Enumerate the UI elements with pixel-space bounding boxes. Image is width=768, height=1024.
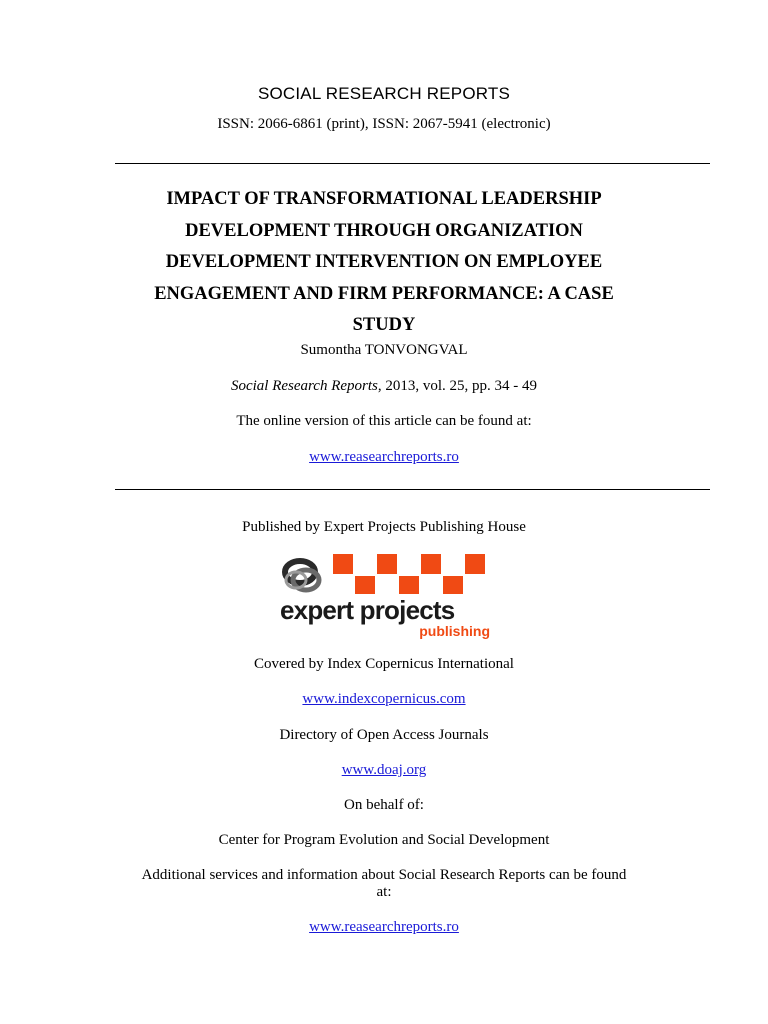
journal-link-2[interactable]: www.reasearchreports.ro [309,919,459,935]
logo-word-publishing: publishing [419,623,490,639]
bottom-divider [115,489,710,490]
center-name: Center for Program Evolution and Social Development [218,832,550,848]
additional-line-1: Additional services and information about Social Research Reports can be found [141,867,627,883]
citation-details: , 2013, vol. 25, pp. 34 - 49 [377,378,538,394]
article-title [0,184,768,342]
on-behalf-text: On behalf of: [344,797,424,813]
title-line-5: STUDY [352,315,416,335]
knot-icon [285,561,319,590]
expert-projects-logo [276,552,496,642]
issn-line: ISSN: 2066-6861 (print), ISSN: 2067-5941 (electronic) [217,116,551,132]
top-divider [115,163,710,164]
title-line-3: DEVELOPMENT INTERVENTION ON EMPLOYEE [165,252,603,272]
additional-line-2: at: [376,884,392,900]
directory-text: Directory of Open Access Journals [279,727,489,743]
journal-name: SOCIAL RESEARCH REPORTS [257,84,511,103]
online-version-text: The online version of this article can be found at: [236,413,532,429]
author-name: Sumontha TONVONGVAL [300,342,468,358]
additional-info [0,867,768,901]
citation-journal: Social Research Reports [230,378,378,394]
logo-word-expert-projects: expert projects [280,595,455,625]
journal-link-1[interactable]: www.reasearchreports.ro [309,449,459,465]
index-copernicus-link[interactable]: www.indexcopernicus.com [302,691,466,707]
citation [0,378,768,395]
covered-by: Covered by Index Copernicus International [254,656,514,672]
doaj-link[interactable]: www.doaj.org [341,762,427,778]
published-by: Published by Expert Projects Publishing House [242,519,526,535]
checker-squares [333,554,485,594]
title-line-1: IMPACT OF TRANSFORMATIONAL LEADERSHIP [166,189,602,209]
title-line-2: DEVELOPMENT THROUGH ORGANIZATION [185,220,583,241]
title-line-4: ENGAGEMENT AND FIRM PERFORMANCE: A CASE [154,283,614,304]
